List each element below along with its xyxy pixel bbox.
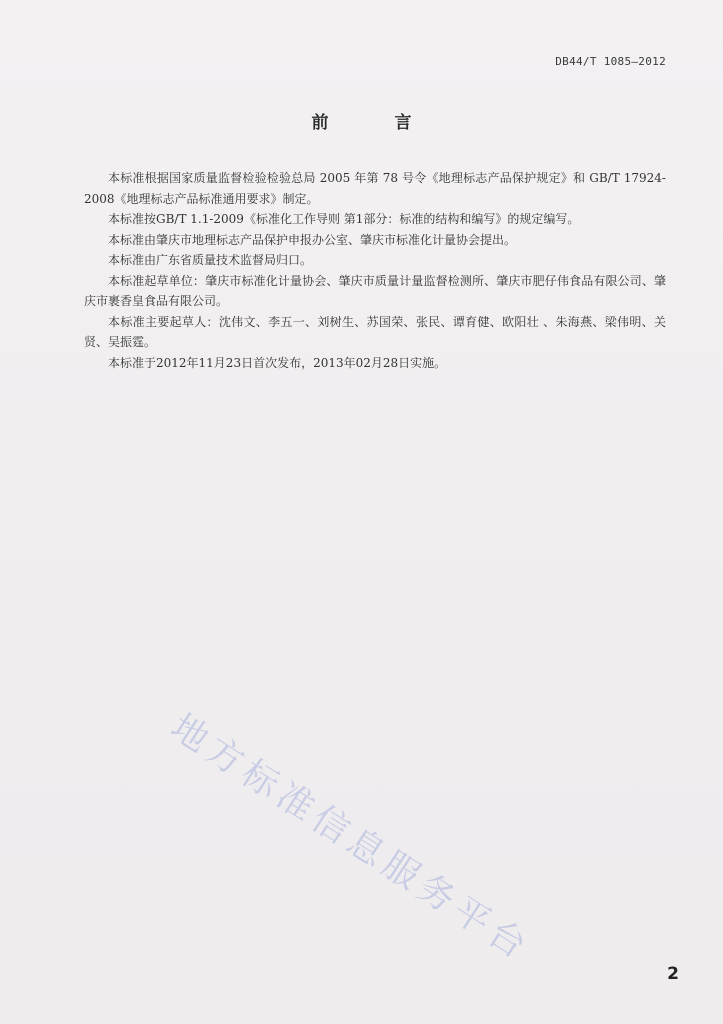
page-number: 2 [667,964,679,984]
standard-code: DB44/T 1085—2012 [555,55,666,68]
paragraph-proposer: 本标准由肇庆市地理标志产品保护申报办公室、肇庆市标准化计量协会提出。 [108,232,517,247]
paragraph-drafting-units: 本标准起草单位：肇庆市标准化计量协会、肇庆市质量计量监督检测所、肇庆市肥仔伟食品有限公司、肇庆市裹香皇食品有限公司。 [84,273,666,308]
page-title: 前 言 [311,113,442,133]
paragraph-drafting-rules: 本标准按GB/T 1.1-2009《标准化工作导则 第1部分：标准的结构和编写》的规定编写。 [108,212,580,226]
foreword-body [84,168,666,373]
paragraph-drafters: 本标准主要起草人：沈伟文、李五一、刘树生、苏国荣、张民、谭育健、欧阳壮 、朱海燕、梁伟明、关贤、吴振霆。 [84,314,666,349]
paragraph-basis: 本标准根据国家质量监督检验检验总局 2005 年第 78 号令《地理标志产品保护规定》和 GB/T 17924-2008《地理标志产品标准通用要求》制定。 [84,171,666,206]
paragraph-authority: 本标准由广东省质量技术监督局归口。 [108,253,313,267]
watermark: 地方标准信息服务平台 [163,706,538,970]
paragraph-publication-dates: 本标准于2012年11月23日首次发布，2013年02月28日实施。 [108,355,447,370]
